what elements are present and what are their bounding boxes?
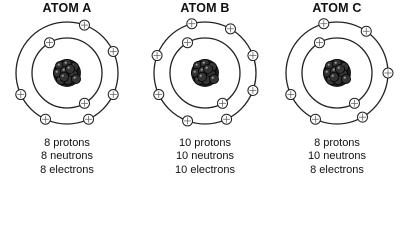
atom-b-panel: [138, 0, 272, 182]
atom-b-outer-electron: [187, 19, 197, 29]
atom-c-protons: 8 protons: [314, 137, 360, 149]
atom-a-electrons: 8 electrons: [40, 163, 94, 176]
atom-b-diagram: [138, 14, 272, 136]
atom-c-panel: [270, 0, 404, 182]
atom-c-neutrons: 10 neutrons: [307, 150, 367, 163]
atom-a-outer-electron: [108, 46, 118, 56]
atom-b-inner-electron: [183, 38, 193, 48]
atom-a-outer-electron: [40, 114, 50, 124]
atom-a-protons: 8 protons: [44, 137, 90, 149]
atom-b-outer-electron: [154, 90, 164, 100]
atom-c-outer-electron: [310, 114, 320, 124]
atom-c-outer-electron: [383, 68, 393, 78]
atom-b-protons: 10 protons: [179, 137, 231, 149]
atom-c-inner-electron: [350, 98, 360, 108]
atom-c-inner-electron: [315, 38, 325, 48]
atom-c-nucleus: [323, 59, 351, 87]
atom-c-outer-electron: [361, 26, 371, 36]
atom-b-outer-electron: [226, 24, 236, 34]
atom-c-outer-electron: [286, 90, 296, 100]
atom-b-title: ATOM B: [180, 1, 230, 15]
atom-b-outer-electron: [183, 116, 193, 126]
atom-c-outer-electron: [358, 112, 368, 122]
atom-a-title: ATOM A: [42, 1, 92, 15]
atom-b-counts: [138, 137, 272, 177]
atom-a-neutrons: 8 neutrons: [41, 150, 93, 163]
atom-c-diagram: [270, 14, 404, 136]
atom-b-outer-electron: [248, 85, 258, 95]
atom-a-counts: [0, 137, 134, 177]
atom-a-inner-electron: [45, 38, 55, 48]
atom-b-electrons: 10 electrons: [175, 163, 235, 176]
atom-a-diagram: [0, 14, 134, 136]
atom-b-outer-electron: [248, 51, 258, 61]
atom-b-inner-electron: [218, 98, 228, 108]
atom-c-title: ATOM C: [312, 1, 362, 15]
atom-a-inner-electron: [80, 98, 90, 108]
atom-a-outer-electron: [84, 114, 94, 124]
atom-c-counts: [270, 137, 404, 177]
atom-b-neutrons: 10 neutrons: [175, 150, 235, 163]
atom-c-electrons: 8 electrons: [310, 163, 364, 176]
atom-c-outer-electron: [319, 19, 329, 29]
atom-b-nucleus: [191, 59, 219, 87]
atom-a-panel: [0, 0, 134, 182]
atom-a-outer-electron: [108, 90, 118, 100]
atom-b-outer-electron: [222, 114, 232, 124]
atom-b-outer-electron: [152, 51, 162, 61]
atom-a-outer-electron: [16, 90, 26, 100]
atom-a-outer-electron: [79, 20, 89, 30]
atom-a-nucleus: [53, 59, 81, 87]
